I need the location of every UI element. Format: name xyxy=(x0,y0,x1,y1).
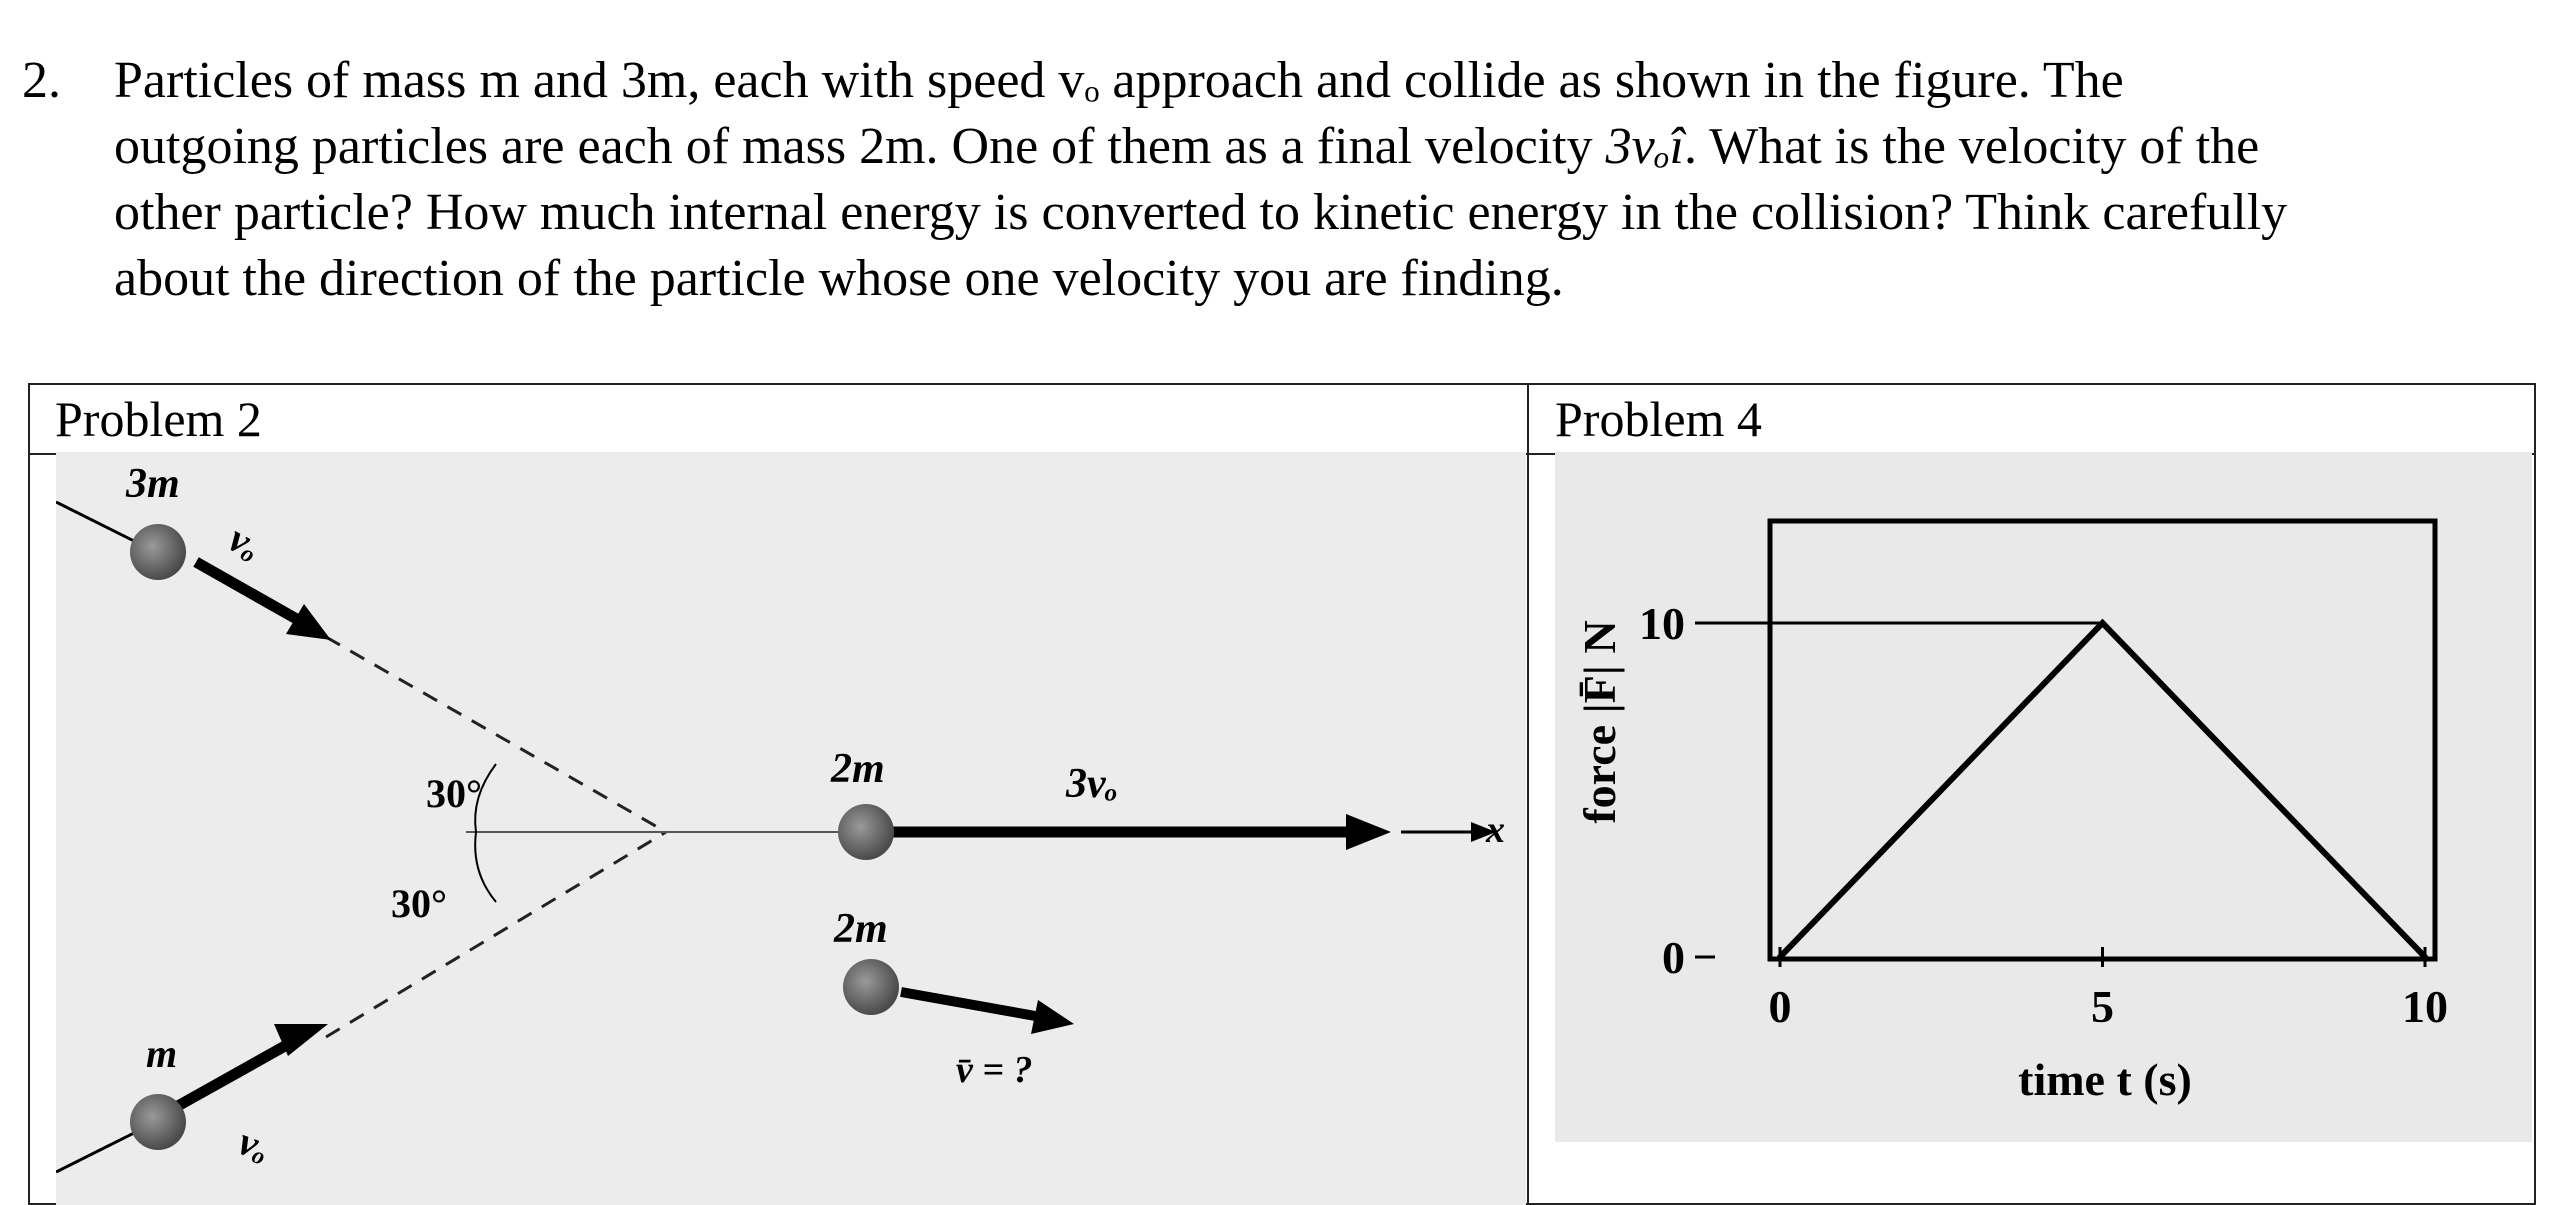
label-mass-3m: 3m xyxy=(126,461,180,507)
final-velocity-expression: 3vₒî xyxy=(1605,118,1685,175)
label-speed-top: vₒ xyxy=(221,515,269,569)
label-mass-m: m xyxy=(146,1031,178,1076)
data-point xyxy=(2100,620,2106,626)
label-angle-bottom: 30° xyxy=(391,881,447,926)
velocity-arrow-out-2 xyxy=(901,992,1041,1017)
force-time-chart xyxy=(1555,452,2532,1142)
force-time-figure xyxy=(1555,452,2532,1142)
dashed-path-bottom xyxy=(326,832,666,1037)
problem-2-header: Problem 2 xyxy=(55,391,262,447)
problem-line-2-end: . What is the velocity of the xyxy=(1684,118,2260,175)
particle-m xyxy=(130,1094,186,1150)
plot-frame xyxy=(1770,521,2435,959)
label-angle-top: 30° xyxy=(426,771,482,816)
velocity-arrowhead-out-1 xyxy=(1346,814,1391,850)
y-tick-label: 10 xyxy=(1639,598,1685,649)
particle-2m-b xyxy=(843,959,899,1015)
problem-text xyxy=(114,48,2532,312)
problem-line-2-start: outgoing particles are each of mass 2m. One of them as a final velocity xyxy=(114,118,1606,175)
x-axis-label: time t (s) xyxy=(2018,1054,2192,1105)
problem-line-1: Particles of mass m and 3m, each with speed vₒ approach and collide as shown in the figure. The xyxy=(114,52,2124,109)
angle-arc-bottom xyxy=(475,832,496,902)
data-point xyxy=(2422,954,2428,960)
problem-line-4: about the direction of the particle whose one velocity you are finding. xyxy=(114,250,1564,307)
particle-2m-a xyxy=(838,804,894,860)
x-tick-label: 5 xyxy=(2091,981,2114,1032)
x-tick-label: 10 xyxy=(2402,981,2448,1032)
label-velocity-3vo: 3vₒ xyxy=(1066,761,1118,807)
problem-line-3: other particle? How much internal energy is converted to kinetic energy in the collision? Think carefully xyxy=(114,184,2288,241)
label-mass-2m-b: 2m xyxy=(834,906,888,952)
dashed-path-top xyxy=(326,637,666,832)
y-axis-label: force |F̄| N xyxy=(1574,620,1625,824)
particle-3m xyxy=(130,524,186,580)
problem-line-2 xyxy=(114,114,2532,180)
problem-4-header: Problem 4 xyxy=(1555,391,1762,447)
label-x-axis: x xyxy=(1486,809,1505,851)
label-mass-2m-a: 2m xyxy=(831,746,885,792)
velocity-arrowhead-out-2 xyxy=(1031,1000,1074,1034)
label-speed-bottom: vₒ xyxy=(232,1118,277,1171)
x-tick-label: 0 xyxy=(1768,981,1792,1032)
y-tick-label: 0 xyxy=(1662,932,1685,983)
velocity-arrow-bottom xyxy=(176,1037,301,1107)
problem-number: 2. xyxy=(22,52,61,109)
force-series-line xyxy=(1780,623,2425,957)
collision-diagram xyxy=(56,452,1526,1205)
data-point xyxy=(1777,954,1783,960)
label-unknown-velocity: v̄ = ? xyxy=(956,1049,1033,1091)
table-column-divider xyxy=(1527,385,1529,1203)
collision-figure xyxy=(56,452,1526,1205)
